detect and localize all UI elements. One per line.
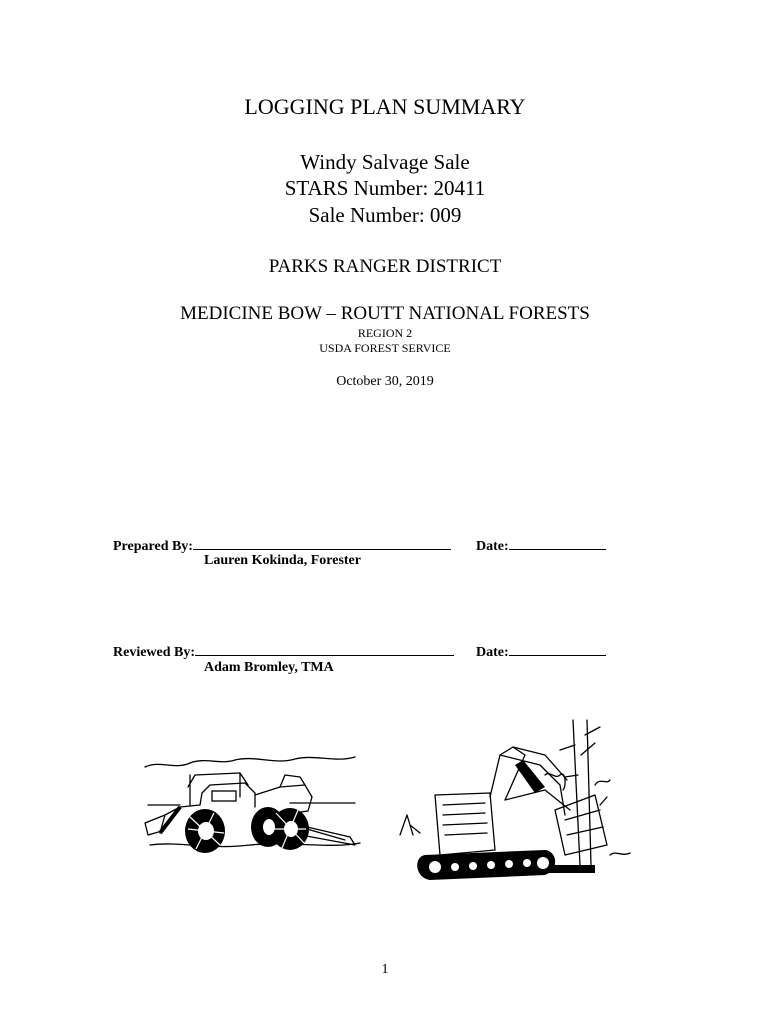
- reviewed-by-label: Reviewed By:: [113, 645, 196, 660]
- prepared-date-row: [476, 536, 606, 555]
- prepared-by-signature-line: [193, 536, 451, 550]
- feller-buncher-illustration: [395, 715, 635, 890]
- skidder-illustration: [140, 745, 365, 863]
- sale-name: Windy Salvage Sale: [300, 150, 470, 174]
- reviewed-by-name: Adam Bromley, TMA: [204, 660, 334, 675]
- prepared-date-label: Date:: [476, 539, 509, 554]
- reviewed-date-line: [509, 642, 606, 656]
- ranger-district: PARKS RANGER DISTRICT: [268, 256, 502, 277]
- prepared-by-name: Lauren Kokinda, Forester: [204, 553, 361, 568]
- agency: USDA FOREST SERVICE: [319, 341, 451, 355]
- prepared-date-line: [509, 536, 606, 550]
- document-title: LOGGING PLAN SUMMARY: [244, 94, 526, 119]
- reviewed-date-row: [476, 642, 606, 661]
- reviewed-by-row: [113, 642, 454, 661]
- prepared-by-label: Prepared By:: [113, 539, 193, 554]
- reviewed-by-signature-line: [195, 642, 454, 656]
- national-forest: MEDICINE BOW – ROUTT NATIONAL FORESTS: [180, 303, 590, 324]
- region: REGION 2: [357, 326, 413, 340]
- page-number: 1: [381, 962, 389, 977]
- sale-number: Sale Number: 009: [308, 203, 462, 227]
- stars-number: STARS Number: 20411: [284, 176, 486, 200]
- reviewed-date-label: Date:: [476, 645, 509, 660]
- document-date: October 30, 2019: [336, 374, 434, 389]
